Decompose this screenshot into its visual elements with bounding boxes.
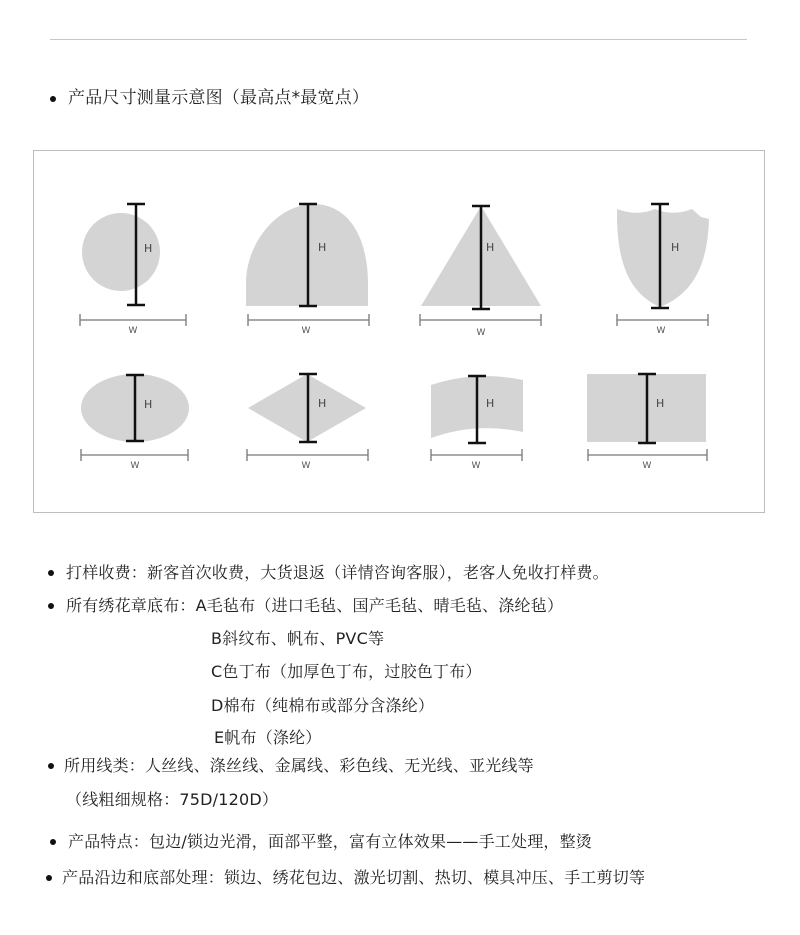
- edge-processing-text: 产品沿边和底部处理：锁边、绣花包边、激光切割、热切、模具冲压、手工剪切等: [62, 868, 646, 887]
- w-line-ellipse: [81, 449, 188, 461]
- bullet: [48, 603, 54, 609]
- thread-types-text: 所用线类：人丝线、涤丝线、金属线、彩色线、无光线、亚光线等: [64, 756, 534, 775]
- h-label: H: [144, 242, 153, 255]
- h-label: H: [656, 397, 665, 410]
- h-label: H: [671, 241, 680, 254]
- w-line-circle: [80, 314, 186, 326]
- w-label: W: [656, 326, 666, 336]
- fabric-lead-text: 所有绣花章底布：A毛毡布（进口毛毡、国产毛毡、晴毛毡、涤纶毡）: [66, 596, 564, 615]
- features-text: 产品特点：包边/锁边光滑，面部平整，富有立体效果——手工处理，整烫: [68, 832, 592, 851]
- fabric-e-text: E帆布（涤纶）: [214, 728, 322, 747]
- w-line-diamond: [247, 449, 368, 461]
- shape-shield: [617, 209, 709, 307]
- measurement-diagram: [33, 150, 765, 513]
- thread-spec-text: （线粗细规格：75D/120D）: [66, 790, 279, 809]
- sample-fee-text: 打样收费：新客首次收费，大货退返（详情咨询客服），老客人免收打样费。: [66, 563, 609, 582]
- w-label: W: [301, 461, 311, 471]
- bullet: [50, 839, 56, 845]
- bullet: [48, 763, 54, 769]
- bullet: [50, 96, 56, 102]
- bullet: [48, 570, 54, 576]
- bullet: [46, 875, 52, 881]
- w-label: W: [642, 461, 652, 471]
- w-label: W: [130, 461, 140, 471]
- h-label: H: [144, 398, 153, 411]
- fabric-b-text: B斜纹布、帆布、PVC等: [211, 629, 385, 648]
- w-line-rectangle: [588, 449, 707, 461]
- fabric-c-text: C色丁布（加厚色丁布，过胶色丁布）: [211, 662, 482, 681]
- h-label: H: [318, 241, 327, 254]
- h-label: H: [486, 241, 495, 254]
- top-divider: [50, 39, 747, 40]
- h-label: H: [318, 397, 327, 410]
- h-label: H: [486, 397, 495, 410]
- fabric-d-text: D棉布（纯棉布或部分含涤纶）: [211, 696, 435, 715]
- w-line-triangle: [420, 314, 541, 326]
- w-label: W: [128, 326, 138, 336]
- w-label: W: [301, 326, 311, 336]
- w-label: W: [476, 328, 486, 338]
- w-line-arc-band: [431, 449, 522, 461]
- w-label: W: [471, 461, 481, 471]
- diagram-heading: 产品尺寸测量示意图（最高点*最宽点）: [68, 88, 370, 108]
- w-line-arch: [248, 314, 369, 326]
- measurement-diagram-svg: [34, 151, 766, 514]
- w-line-shield: [617, 314, 708, 326]
